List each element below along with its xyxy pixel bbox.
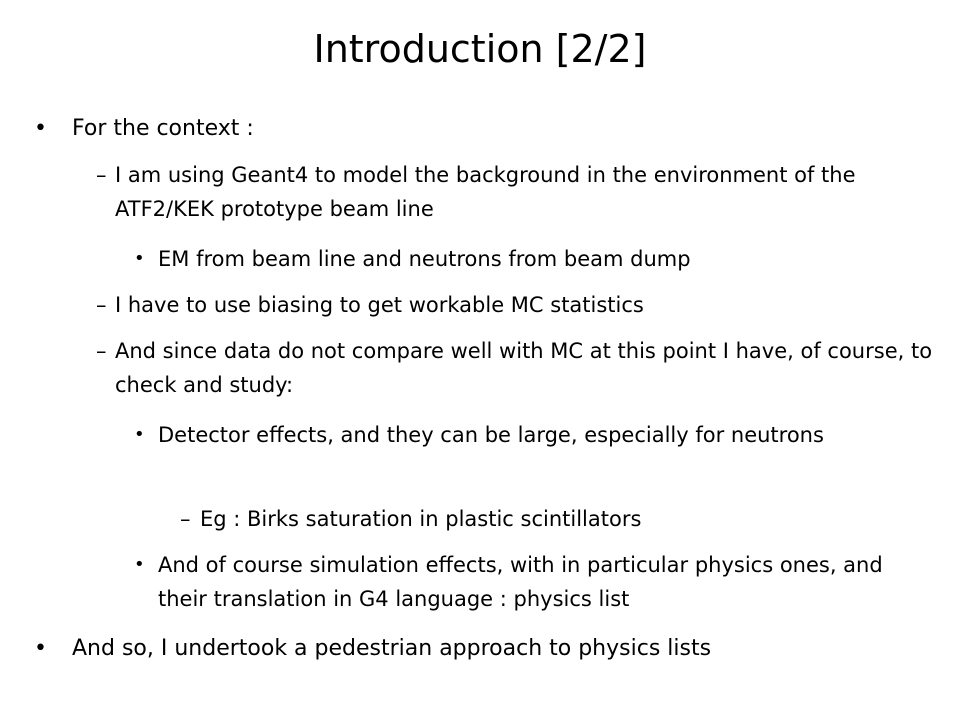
sub-bullet-text: I am using Geant4 to model the background in the environment of the ATF2/KEK prototype beam line [115,163,856,221]
dash-marker: – [180,507,191,531]
bullet-marker: • [34,116,47,141]
bullet-text: For the context : [72,116,254,141]
sub-sub-bullet-text: Detector effects, and they can be large, especially for neutrons [158,423,824,447]
dash-marker: – [96,293,107,317]
bullet-marker: • [134,424,145,445]
sub-sub-bullet-text: EM from beam line and neutrons from beam dump [158,247,691,271]
sub-bullet-text: And since data do not compare well with MC at this point I have, of course, to check and study: [115,339,933,397]
bullet-text: And so, I undertook a pedestrian approach to physics lists [72,636,712,661]
bullet-marker: • [134,248,145,269]
bullet-marker: • [34,636,47,661]
dash-marker: – [96,339,107,363]
sub-sub-bullet-text: And of course simulation effects, with in particular physics ones, and their translation in G4 language : physics list [158,553,883,611]
level-4-text: Eg : Birks saturation in plastic scintillators [200,507,642,531]
bullet-marker: • [134,554,145,575]
dash-marker: – [96,163,107,187]
slide-title: Introduction [2/2] [313,27,647,71]
sub-bullet-text: I have to use biasing to get workable MC statistics [115,293,644,317]
